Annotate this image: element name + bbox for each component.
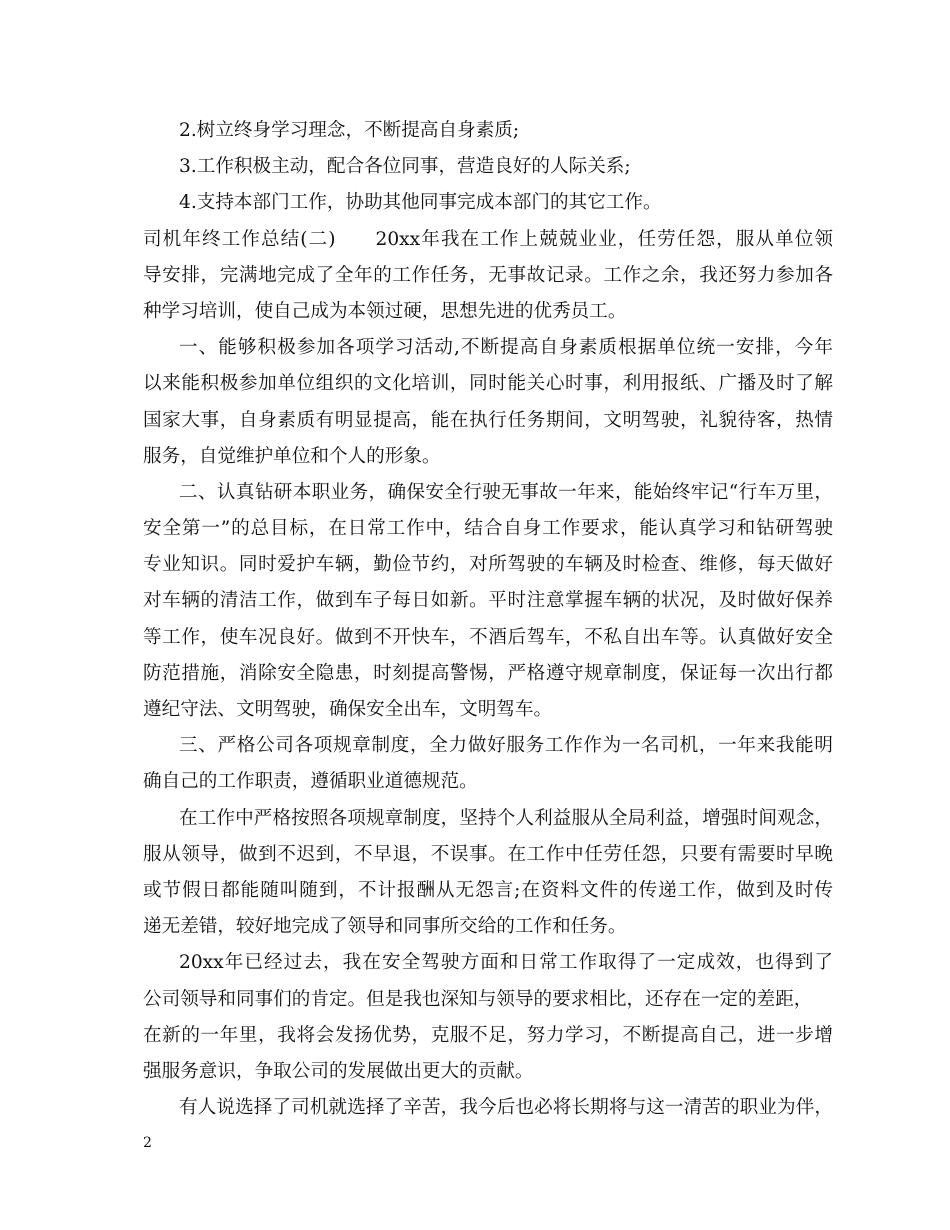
section-heading-line bbox=[143, 222, 833, 258]
paragraph-line: 等工作，使车况良好。做到不开快车，不酒后驾车，不私自出车等。认真做好安全 bbox=[143, 626, 833, 648]
paragraph-line: 三、严格公司各项规章制度，全力做好服务工作作为一名司机，一年来我能明 bbox=[179, 735, 833, 757]
paragraph-line: 防范措施，消除安全隐患，时刻提高警惕，严格遵守规章制度，保证每一次出行都 bbox=[143, 662, 833, 684]
list-item-4: 4.支持本部门工作，协助其他同事完成本部门的其它工作。 bbox=[179, 192, 662, 214]
paragraph-line: 专业知识。同时爱护车辆，勤俭节约，对所驾驶的车辆及时检查、维修，每天做好 bbox=[143, 554, 833, 576]
paragraph-line: 确自己的工作职责，遵循职业道德规范。 bbox=[143, 771, 478, 793]
list-item-2: 2.树立终身学习理念，不断提高自身素质; bbox=[179, 120, 520, 141]
paragraph-line: 在新的一年里，我将会发扬优势，克服不足，努力学习，不断提高自己，进一步增 bbox=[143, 1024, 833, 1046]
paragraph-line: 一、能够积极参加各项学习活动,不断提高自身素质根据单位统一安排，今年 bbox=[179, 337, 833, 359]
paragraph-line: 安全第一”的总目标，在日常工作中，结合自身工作要求，能认真学习和钻研驾驶 bbox=[143, 518, 833, 540]
paragraph-line: 服务，自觉维护单位和个人的形象。 bbox=[143, 445, 441, 467]
paragraph-line: 以来能积极参加单位组织的文化培训，同时能关心时事，利用报纸、广播及时了解 bbox=[143, 373, 833, 395]
section-title: 司机年终工作总结(二) bbox=[143, 228, 336, 250]
paragraph-line: 或节假日都能随叫随到，不计报酬从无怨言;在资料文件的传递工作，做到及时传 bbox=[143, 879, 833, 901]
paragraph-line: 在工作中严格按照各项规章制度，坚持个人利益服从全局利益，增强时间观念， bbox=[179, 807, 833, 829]
section-first-sentence: 20xx年我在工作上兢兢业业，任劳任怨，服从单位领 bbox=[375, 228, 833, 250]
paragraph-line: 二、认真钻研本职业务，确保安全行驶无事故一年来，能始终牢记“行车万里， bbox=[179, 481, 833, 503]
paragraph-line: 有人说选择了司机就选择了辛苦，我今后也必将长期将与这一清苦的职业为伴， bbox=[179, 1097, 833, 1119]
page-number: 2 bbox=[143, 1135, 152, 1151]
paragraph-line: 公司领导和同事们的肯定。但是我也深知与领导的要求相比，还存在一定的差距， bbox=[143, 988, 813, 1010]
paragraph-line: 种学习培训，使自己成为本领过硬，思想先进的优秀员工。 bbox=[143, 300, 627, 322]
paragraph-line: 强服务意识，争取公司的发展做出更大的贡献。 bbox=[143, 1060, 534, 1082]
paragraph-line: 递无差错，较好地完成了领导和同事所交给的工作和任务。 bbox=[143, 916, 627, 938]
document-body bbox=[143, 113, 833, 1126]
list-item-3: 3.工作积极主动，配合各位同事，营造良好的人际关系; bbox=[179, 156, 631, 178]
paragraph-line: 20xx年已经过去，我在安全驾驶方面和日常工作取得了一定成效，也得到了 bbox=[179, 952, 833, 974]
paragraph-line: 导安排，完满地完成了全年的工作任务，无事故记录。工作之余，我还努力参加各 bbox=[143, 264, 833, 286]
paragraph-line: 对车辆的清洁工作，做到车子每日如新。平时注意掌握车辆的状况，及时做好保养 bbox=[143, 590, 833, 612]
paragraph-line: 遵纪守法、文明驾驶，确保安全出车，文明驾车。 bbox=[143, 699, 553, 720]
paragraph-line: 国家大事，自身素质有明显提高，能在执行任务期间，文明驾驶，礼貌待客，热情 bbox=[143, 409, 833, 431]
paragraph-line: 服从领导，做到不迟到，不早退，不误事。在工作中任劳任怨，只要有需要时早晚 bbox=[143, 843, 833, 865]
